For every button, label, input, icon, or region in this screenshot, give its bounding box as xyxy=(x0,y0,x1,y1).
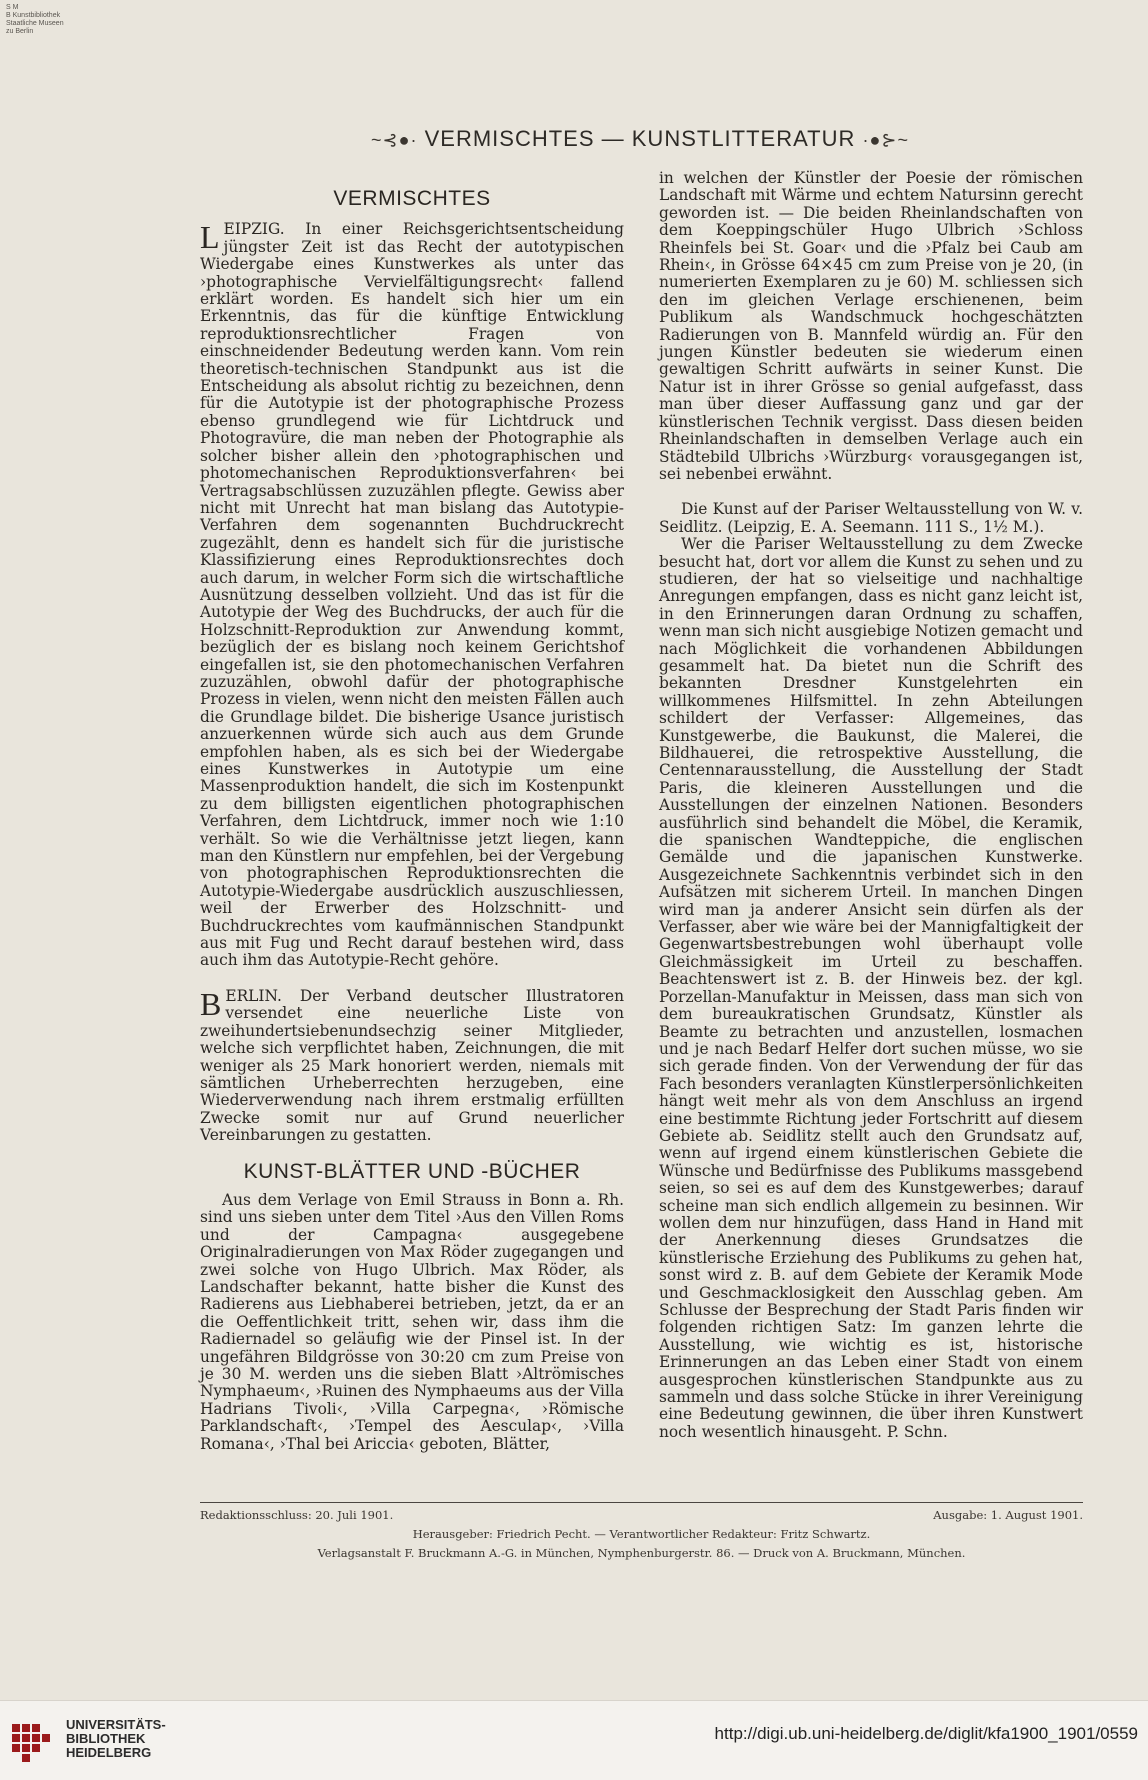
library-name-line: UNIVERSITÄTS- xyxy=(66,1717,166,1732)
paragraph-berlin xyxy=(200,985,624,1145)
footer-publisher: Verlagsanstalt F. Bruckmann A.-G. in München, Nymphenburgerstr. 86. — Druck von A. Bruckmann, München. xyxy=(317,1546,966,1560)
paragraph-continued: in welchen der Künstler der Poesie der römischen Landschaft mit Wärme und echtem Natursinn gerecht geworden ist. — Die beiden Rheinlandschaften von dem Koeppingschüler Hugo Ulbrich ›Schloss Rheinfels bei St. Goar‹ und die ›Pfalz bei Caub am Rhein‹, in Grösse 64×45 cm zum Preise von je 20, (in numerierten Exemplaren zu je 60) M. schliessen sich den im gleichen Verlage erschienenen, beim Publikum als Wandschmuck hochgeschätzten Radierungen von B. Mannfeld würdig an. Für den jungen Künstler bedeuten sie wiederum einen gewaltigen Schritt aufwärts in seiner Kunst. Die Natur ist in ihrer Grösse so genial aufgefasst, dass man über dieser Auffassung ganz und gar der künstlerischen Technik vergisst. Dass diesen beiden Rheinlandschaften in demselben Verlage auch ein Städtebild Ulbrichs ›Würzburg‹ vorausgegangen ist, sei nebenbei erwähnt. xyxy=(659,169,1083,483)
paragraph-text: ERLIN. Der Verband deutscher Illustratoren versendet eine neuerliche Liste von zweihundertsiebenundsechzig seiner Mitglieder, welche sich verpflichtet haben, Zeichnungen, die mit weniger als 25 Mark honoriert werden, niemals mit sämtlichen Urheberrechten herzugeben, eine Wiederverwendung nach ihrem erstmalig erfüllten Zwecke somit nur auf Grund neuerlicher Vereinbarungen zu gestatten. xyxy=(200,986,624,1145)
paragraph-leipzig xyxy=(200,221,624,969)
library-logo-icon xyxy=(10,1720,60,1766)
book-title-entry: Die Kunst auf der Pariser Weltausstellung von W. v. Seidlitz. (Leipzig, E. A. Seemann. 111 S., 1½ M.). xyxy=(659,500,1083,536)
stamp-line: zu Berlin xyxy=(6,28,34,35)
source-url-link[interactable]: http://digi.ub.uni-heidelberg.de/diglit/kfa1900_1901/0559 xyxy=(714,1724,1138,1743)
editorial-deadline: Redaktionsschluss: 20. Juli 1901. xyxy=(200,1508,394,1522)
footer-divider xyxy=(200,1502,1083,1503)
stamp-line: Staatliche Museen xyxy=(6,20,64,27)
drop-cap: L xyxy=(200,219,220,256)
library-name-line: HEIDELBERG xyxy=(66,1745,152,1760)
header-title: VERMISCHTES — KUNSTLITTERATUR xyxy=(424,126,856,151)
section-heading-vermischtes: VERMISCHTES xyxy=(333,187,491,210)
issue-date: Ausgabe: 1. August 1901. xyxy=(933,1508,1083,1522)
library-stamp xyxy=(6,4,64,36)
section-heading-kunstblaetter: KUNST-BLÄTTER UND -BÜCHER xyxy=(243,1159,581,1183)
paragraph-text: EIPZIG. In einer Reichsgerichtsentscheidung jüngster Zeit ist das Recht der autotypischen Wiedergabe eines Kunstwerkes als unter das ›photographische Vervielfältigungsrecht‹ fallend erklärt worden. Es handelt sich hier um ein Erkenntnis, das für die künftige Entwicklung reproduktionsrechtlicher Fragen von einschneidender Bedeutung werden kann. Vom rein theoretisch-technischen Standpunkt aus ist die Entscheidung als absolut richtig zu bezeichnen, denn für die Autotypie ist der photographische Prozess ebenso grundlegend wie für Lichtdruck und Photogravüre, die man neben der Photographie als solcher bisher allein den ›photographischen und photomechanischen Reproduktionsverfahren‹ bei Vertragsabschlüssen zuzuzählen pflegte. Gewiss aber nicht mit Unrecht hat man bislang das Autotypie-Verfahren dem sogenannten Buchdruckrecht zugezählt, denn es handelt sich für die juristische Klassifizierung eines Reproduktionsrechtes doch auch darum, in welcher Form sich die wirtschaftliche Ausnützung desselben vollzieht. Und das ist für die Autotypie der Weg des Buchdrucks, der auch für die Holzschnitt-Reproduktion zur Anwendung kommt, bezüglich der es bislang noch keinem Gerichtshof eingefallen ist, sie den photomechanischen Verfahren zuzuzählen, obwohl dafür der photographische Prozess in vielen, wenn nicht den meisten Fällen auch die Grundlage bildet. Die bisherige Usance juristisch anzuerkennen würde sich auch aus dem Grunde empfohlen haben, als es sich bei der Wiedergabe eines Kunstwerkes in Autotypie um eine Massenproduktion handelt, die sich im Kostenpunkt zu dem billigsten eigentlichen photographischen Verfahren, dem Lichtdruck, immer noch wie 1:10 verhält. So wie die Verhältnisse jetzt liegen, kann man den Künstlern nur empfehlen, bei der Vergebung von photographischen Reproduktionsrechten die Autotypie-Wiedergabe ausdrücklich auszuschliessen, weil der Erwerber des Holzschnitt- und Buchdruckrechtes vom kaufmännischen Standpunkt aus mit Fug und Recht darauf bestehen wird, dass auch ihm das Autotypie-Recht gehöre. xyxy=(200,220,624,970)
paragraph-review: Wer die Pariser Weltausstellung zu dem Zwecke besucht hat, dort vor allem die Kunst zu sehen und zu studieren, der hat so vielseitige und nachhaltige Anregungen empfangen, dass es nicht ganz leicht ist, in den Erinnerungen daran Ordnung zu schaffen, wenn man sich nicht ausgiebige Notizen gemacht und nach Möglichkeit die vorhandenen Abbildungen gesammelt hat. Da bietet nun die Schrift des bekannten Dresdner Kunstgelehrten ein willkommenes Hilfsmittel. In zehn Abteilungen schildert der Verfasser: Allgemeines, das Kunstgewerbe, die Baukunst, die Malerei, die Bildhauerei, die retrospektive Ausstellung, die Centennarausstellung, die Ausstellung der Stadt Paris, die kleineren Ausstellungen und die Ausstellungen der einzelnen Nationen. Besonders ausführlich sind behandelt die Möbel, die Keramik, die spanischen Wandteppiche, die englischen Gemälde und die japanischen Kunstwerke. Ausgezeichnete Sachkenntnis verbindet sich in den Aufsätzen mit sicherem Urteil. In manchen Dingen wird man ja anderer Ansicht sein dürfen als der Verfasser, aber wie wäre bei der Mannigfaltigkeit der Gegenwartsbestrebungen wohl überhaupt volle Gleichmässigkeit im Urteil zu beschaffen. Beachtenswert ist z. B. der Hinweis bez. der kgl. Porzellan-Manufaktur in Meissen, dass man sich von dem bureaukratischen Grundsatz, Künstler als Beamte zu betrachten und anzustellen, losmachen und je nach Bedarf Helfer dort suchen müsse, wo sie sich gerade finden. Von der Verwendung der für das Fach besonders veranlagten Künstlerpersönlichkeiten hängt weit mehr als von dem Anschluss an irgend eine bestimmte Richtung jeder Fortschritt auf diesem Gebiete ab. Seidlitz stellt auch den Grundsatz auf, wenn auf irgend einem künstlerischen Gebiete die Wünsche und Bedürfnisse des Publikums massgebend seien, so sei es auf dem des Kunstgewerbes; darauf scheine man sich endlich allgemein zu besinnen. Wir wollen dem nur hinzufügen, dass Hand in Hand mit der Anerkennung dieses Grundsatzes die künstlerische Erziehung des Publikums zu gehen hat, sonst wird z. B. auf dem Gebiete der Keramik Mode und Geschmacklosigkeit den Ausschlag geben. Am Schlusse der Besprechung der Stadt Paris finden wir folgenden richtigen Satz: Im ganzen lehrte die Ausstellung, wie wichtig es ist, historische Erinnerungen an das Leben einer Stadt von einem ausgesprochen künstlerischen Standpunkte aus zu sammeln und dass solche Stücke in ihrer Vereinigung eine Bedeutung gewinnen, die über ihren Kunstwert noch wesentlich hinausgeht. P. Schn. xyxy=(659,535,1083,1441)
left-column xyxy=(200,170,624,1453)
library-name xyxy=(66,1718,166,1760)
ornament-left-icon: ~⊰●· xyxy=(371,130,418,150)
page-header xyxy=(320,126,960,152)
footer-dates xyxy=(200,1508,1083,1522)
paragraph-strauss: Aus dem Verlage von Emil Strauss in Bonn a. Rh. sind uns sieben unter dem Titel ›Aus den Villen Roms und der Campagna‹ ausgegebene Originalradierungen von Max Röder zugegangen und zwei solche von Hugo Ulbrich. Max Röder, als Landschafter bekannt, hatte bisher die Kunst des Radierens aus Liebhaberei betrieben, jetzt, da er an die Oeffentlichkeit tritt, sehen wir, dass ihm die Radiernadel so geläufig wie der Pinsel ist. In der ungefähren Bildgrösse von 30:20 cm zum Preise von je 30 M. werden uns die sieben Blatt ›Altrömisches Nymphaeum‹, ›Ruinen des Nymphaeums aus der Villa Hadrians Tivoli‹, ›Villa Carpegna‹, ›Römische Parklandschaft‹, ›Tempel des Aesculap‹, ›Villa Romana‹, ›Thal bei Ariccia‹ geboten, Blätter, xyxy=(200,1190,624,1453)
ornament-right-icon: ·●⊱~ xyxy=(862,130,909,150)
library-name-line: BIBLIOTHEK xyxy=(66,1731,146,1746)
stamp-line: B Kunstbibliothek xyxy=(6,12,61,19)
drop-cap: B xyxy=(200,985,222,1022)
right-column xyxy=(659,170,1083,1441)
stamp-line: S M xyxy=(6,4,19,11)
footer-editors: Herausgeber: Friedrich Pecht. — Verantwortlicher Redakteur: Fritz Schwartz. xyxy=(412,1527,871,1541)
